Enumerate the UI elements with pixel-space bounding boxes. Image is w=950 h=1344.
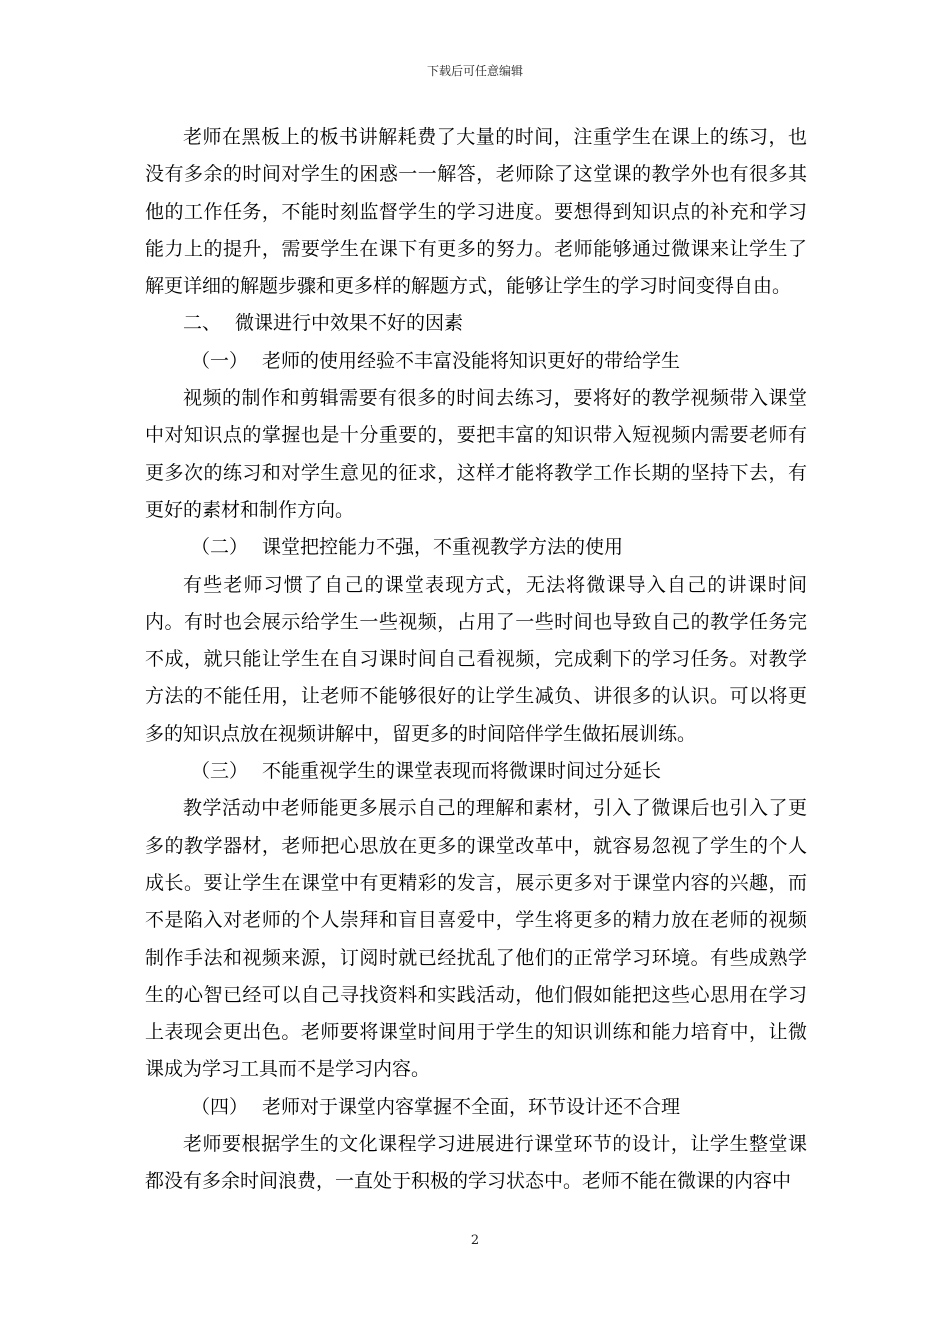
page-header: 下载后可任意编辑: [426, 64, 523, 78]
subsection-number: （四）: [191, 1095, 249, 1118]
page-number: 2: [470, 1233, 480, 1248]
subsection-title: 课堂把控能力不强，不重视教学方法的使用: [262, 536, 624, 559]
paragraph: 老师在黑板上的板书讲解耗费了大量的时间，注重学生在课上的练习，也没有多余的时间对学生的困惑一一解答，老师除了这堂课的教学外也有很多其他的工作任务，不能时刻监督学生的学习进度。要想得到知识点的补充和学习能力上的提升，需要学生在课下有更多的努力。老师能够通过微课来让学生了解更详细的解题步骤和更多样的解题方式，能够让学生的学习时间变得自由。: [145, 126, 807, 298]
paragraph: 有些老师习惯了自己的课堂表现方式，无法将微课导入自己的讲课时间内。有时也会展示给学生一些视频，占用了一些时间也导致自己的教学任务完不成，就只能让学生在自习课时间自己看视频，完成剩下的学习任务。对教学方法的不能任用，让老师不能够很好的让学生减负、讲很多的认识。可以将更多的知识点放在视频讲解中，留更多的时间陪伴学生做拓展训练。: [145, 573, 807, 745]
section-number: 二、: [183, 312, 222, 335]
section-title: 微课进行中效果不好的因素: [235, 312, 464, 335]
paragraph: 视频的制作和剪辑需要有很多的时间去练习，要将好的教学视频带入课堂中对知识点的掌握也是十分重要的，要把丰富的知识带入短视频内需要老师有更多次的练习和对学生意见的征求，这样才能将教学工作长期的坚持下去，有更好的素材和制作方向。: [145, 387, 807, 521]
document-body: [145, 119, 807, 1201]
paragraph: 教学活动中老师能更多展示自己的理解和素材，引入了微课后也引入了更多的教学器材，老师把心思放在更多的课堂改革中，就容易忽视了学生的个人成长。要让学生在课堂中有更精彩的发言，展示更多对于课堂内容的兴趣，而不是陷入对老师的个人崇拜和盲目喜爱中，学生将更多的精力放在老师的视频制作手法和视频来源，订阅时就已经扰乱了他们的正常学习环境。有些成熟学生的心智已经可以自己寻找资料和实践活动，他们假如能把这些心思用在学习上表现会更出色。老师要将课堂时间用于学生的知识训练和能力培育中，让微课成为学习工具而不是学习内容。: [145, 797, 807, 1081]
subsection-title: 不能重视学生的课堂表现而将微课时间过分延长: [262, 760, 662, 783]
subsection-title: 老师的使用经验不丰富没能将知识更好的带给学生: [262, 349, 681, 372]
subsection-title: 老师对于课堂内容掌握不全面，环节设计还不合理: [262, 1095, 681, 1118]
subsection-heading: [145, 529, 807, 566]
subsection-number: （二）: [191, 536, 249, 559]
subsection-heading: [145, 753, 807, 790]
subsection-number: （一）: [191, 349, 249, 372]
subsection-number: （三）: [191, 760, 249, 783]
subsection-heading: [145, 343, 807, 380]
section-heading: [145, 305, 807, 342]
paragraph: 老师要根据学生的文化课程学习进展进行课堂环节的设计，让学生整堂课都没有多余时间浪费，一直处于积极的学习状态中。老师不能在微课的内容中: [145, 1133, 807, 1193]
subsection-heading: [145, 1089, 807, 1126]
